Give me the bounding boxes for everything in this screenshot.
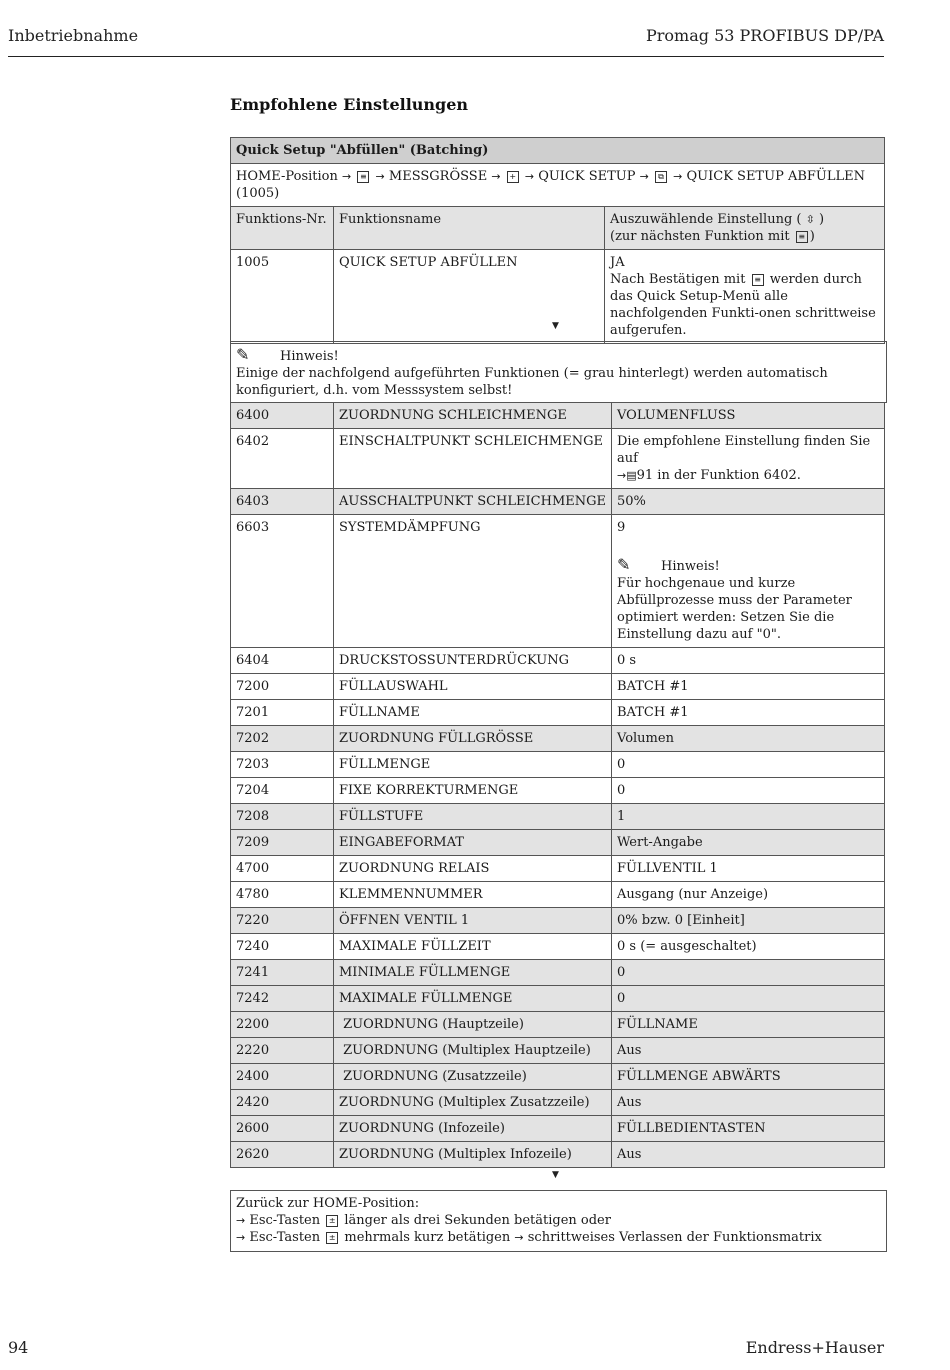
function-name: FÜLLMENGE xyxy=(334,752,612,778)
table-row xyxy=(231,648,885,674)
column-header-nr: Funktions-Nr. xyxy=(231,207,334,250)
table-row xyxy=(231,934,885,960)
function-nr: 2400 xyxy=(231,1064,334,1090)
function-name: SYSTEMDÄMPFUNG xyxy=(334,515,612,648)
function-name: AUSSCHALTPUNKT SCHLEICHMENGE xyxy=(334,489,612,515)
function-nr: 7201 xyxy=(231,700,334,726)
quick-setup-key-icon: ⧉ xyxy=(655,171,667,183)
function-setting: Die empfohlene Einstellung finden Sie auf →▤91 in der Funktion 6402. xyxy=(612,429,885,489)
table-row xyxy=(231,429,885,489)
settings-table xyxy=(230,402,885,1168)
function-setting: Aus xyxy=(612,1038,885,1064)
hint-box xyxy=(230,341,887,403)
table-row xyxy=(231,882,885,908)
function-nr: 7200 xyxy=(231,674,334,700)
function-setting: Ausgang (nur Anzeige) xyxy=(612,882,885,908)
hint-label: Hinweis! xyxy=(661,559,720,574)
header-rule xyxy=(8,56,884,57)
function-setting: Aus xyxy=(612,1142,885,1168)
function-setting: 50% xyxy=(612,489,885,515)
table-row xyxy=(231,726,885,752)
table-row xyxy=(231,489,885,515)
function-nr: 2420 xyxy=(231,1090,334,1116)
arrow-right-icon: → xyxy=(673,170,683,183)
table-row xyxy=(231,778,885,804)
column-header-setting: Auszuwählende Einstellung ( ⇳ ) (zur nächsten Funktion mit ≡ ) xyxy=(605,207,885,250)
function-nr: 6402 xyxy=(231,429,334,489)
table-row xyxy=(231,700,885,726)
function-setting: VOLUMENFLUSS xyxy=(612,403,885,429)
function-setting: 1 xyxy=(612,804,885,830)
function-setting: FÜLLVENTIL 1 xyxy=(612,856,885,882)
function-name: FÜLLNAME xyxy=(334,700,612,726)
table-row xyxy=(231,1142,885,1168)
table-row xyxy=(231,960,885,986)
function-nr: 7242 xyxy=(231,986,334,1012)
function-nr: 2620 xyxy=(231,1142,334,1168)
function-name: FÜLLSTUFE xyxy=(334,804,612,830)
arrow-right-icon: → xyxy=(375,170,385,183)
quick-setup-table xyxy=(230,137,885,344)
function-nr: 6400 xyxy=(231,403,334,429)
hint-text: Für hochgenaue und kurze Abfüllprozesse muss der Parameter optimiert werden: Setzen Sie die Einstellung dazu auf "0". xyxy=(617,576,852,642)
function-setting: Wert-Angabe xyxy=(612,830,885,856)
function-setting: BATCH #1 xyxy=(612,674,885,700)
function-nr: 7240 xyxy=(231,934,334,960)
arrow-right-icon: → xyxy=(236,1231,246,1244)
function-name: MINIMALE FÜLLMENGE xyxy=(334,960,612,986)
function-nr: 7209 xyxy=(231,830,334,856)
function-name: ZUORDNUNG (Hauptzeile) xyxy=(334,1012,612,1038)
enter-key-icon: ≡ xyxy=(796,231,808,243)
brand-name: Endress+Hauser xyxy=(745,1338,884,1357)
function-name: ZUORDNUNG FÜLLGRÖSSE xyxy=(334,726,612,752)
function-setting: JA Nach Bestätigen mit ≡ werden durch das Quick Setup-Menü alle nachfolgenden Funkti-onen schrittweise aufgerufen. xyxy=(605,250,885,344)
table-row xyxy=(231,986,885,1012)
function-nr: 4780 xyxy=(231,882,334,908)
function-setting: FÜLLMENGE ABWÄRTS xyxy=(612,1064,885,1090)
function-setting: Volumen xyxy=(612,726,885,752)
arrow-right-icon: → xyxy=(491,170,501,183)
arrow-right-icon: → xyxy=(524,170,535,183)
arrow-right-icon: → xyxy=(342,170,352,183)
table-row xyxy=(231,804,885,830)
section-title: Empfohlene Einstellungen xyxy=(230,95,469,114)
function-name: ZUORDNUNG (Zusatzzeile) xyxy=(334,1064,612,1090)
function-setting: 0 s xyxy=(612,648,885,674)
plus-minus-key-icon: ⇳ xyxy=(805,213,815,226)
hint-label: Hinweis! xyxy=(280,349,339,364)
function-setting: 0 s (= ausgeschaltet) xyxy=(612,934,885,960)
function-nr: 6404 xyxy=(231,648,334,674)
arrow-right-icon: → xyxy=(514,1231,524,1244)
table-row xyxy=(231,1064,885,1090)
function-name: KLEMMENNUMMER xyxy=(334,882,612,908)
table-title: Quick Setup "Abfüllen" (Batching) xyxy=(231,138,885,164)
function-name: FÜLLAUSWAHL xyxy=(334,674,612,700)
running-header-left: Inbetriebnahme xyxy=(8,26,139,45)
function-setting: BATCH #1 xyxy=(612,700,885,726)
function-name: ZUORDNUNG (Multiplex Zusatzzeile) xyxy=(334,1090,612,1116)
function-nr: 7208 xyxy=(231,804,334,830)
function-nr: 1005 xyxy=(231,250,334,344)
function-setting: 9 ✎ Hinweis! Für hochgenaue und kurze Abfüllprozesse muss der Parameter optimiert werden: Setzen Sie die Einstellung dazu auf "0". xyxy=(612,515,885,648)
table-row xyxy=(231,1012,885,1038)
table-row xyxy=(231,1038,885,1064)
function-nr: 7220 xyxy=(231,908,334,934)
table-row xyxy=(231,674,885,700)
down-arrow-icon: ▼ xyxy=(552,1170,559,1180)
function-name: EINGABEFORMAT xyxy=(334,830,612,856)
hint-text: Einige der nachfolgend aufgeführten Funktionen (= grau hinterlegt) werden automatisch konfiguriert, d.h. vom Messsystem selbst! xyxy=(236,366,828,398)
page-number: 94 xyxy=(8,1338,29,1357)
navigation-path: HOME-Position → ≡ → MESSGRÖSSE → + → QUICK SETUP → ⧉ → QUICK SETUP ABFÜLLEN (1005) xyxy=(231,164,885,207)
function-name: MAXIMALE FÜLLZEIT xyxy=(334,934,612,960)
function-name: DRUCKSTOSSUNTERDRÜCKUNG xyxy=(334,648,612,674)
function-setting: 0 xyxy=(612,752,885,778)
function-nr: 7202 xyxy=(231,726,334,752)
return-home-box: Zurück zur HOME-Position: → Esc-Tasten ± länger als drei Sekunden betätigen oder → Esc-Tasten ± mehrmals kurz betätigen → schrittweises Verlassen der Funktionsmatrix xyxy=(230,1190,887,1252)
function-setting: 0 xyxy=(612,778,885,804)
function-nr: 4700 xyxy=(231,856,334,882)
function-name: EINSCHALTPUNKT SCHLEICHMENGE xyxy=(334,429,612,489)
pencil-note-icon: ✎ xyxy=(236,345,250,364)
function-name: ZUORDNUNG (Infozeile) xyxy=(334,1116,612,1142)
table-row xyxy=(231,1090,885,1116)
pencil-note-icon: ✎ xyxy=(617,555,631,574)
arrow-right-icon: → xyxy=(236,1214,246,1227)
running-header-right: Promag 53 PROFIBUS DP/PA xyxy=(645,26,884,45)
column-header-name: Funktionsname xyxy=(334,207,605,250)
esc-keys-icon: ± xyxy=(326,1232,338,1244)
table-row xyxy=(231,515,885,648)
plus-key-icon: + xyxy=(507,171,519,183)
function-name: FIXE KORREKTURMENGE xyxy=(334,778,612,804)
function-setting: FÜLLBEDIENTASTEN xyxy=(612,1116,885,1142)
function-name: ZUORDNUNG (Multiplex Infozeile) xyxy=(334,1142,612,1168)
function-setting: 0% bzw. 0 [Einheit] xyxy=(612,908,885,934)
table-row xyxy=(231,752,885,778)
function-nr: 2200 xyxy=(231,1012,334,1038)
function-nr: 7203 xyxy=(231,752,334,778)
arrow-right-icon: → xyxy=(617,469,627,482)
function-nr: 2220 xyxy=(231,1038,334,1064)
arrow-right-icon: → xyxy=(639,170,649,183)
page-reference-icon: ▤ xyxy=(626,469,637,482)
function-name: ZUORDNUNG RELAIS xyxy=(334,856,612,882)
function-nr: 6403 xyxy=(231,489,334,515)
function-setting: Aus xyxy=(612,1090,885,1116)
enter-key-icon: ≡ xyxy=(357,171,369,183)
function-nr: 2600 xyxy=(231,1116,334,1142)
table-row xyxy=(231,830,885,856)
function-nr: 6603 xyxy=(231,515,334,648)
function-name: ZUORDNUNG (Multiplex Hauptzeile) xyxy=(334,1038,612,1064)
function-name: MAXIMALE FÜLLMENGE xyxy=(334,986,612,1012)
table-row xyxy=(231,908,885,934)
function-nr: 7204 xyxy=(231,778,334,804)
down-arrow-icon: ▼ xyxy=(552,321,559,331)
function-nr: 7241 xyxy=(231,960,334,986)
table-row xyxy=(231,1116,885,1142)
function-setting: FÜLLNAME xyxy=(612,1012,885,1038)
esc-keys-icon: ± xyxy=(326,1215,338,1227)
enter-key-icon: ≡ xyxy=(752,274,764,286)
table-row xyxy=(231,403,885,429)
function-setting: 0 xyxy=(612,960,885,986)
function-name: ÖFFNEN VENTIL 1 xyxy=(334,908,612,934)
function-name: QUICK SETUP ABFÜLLEN xyxy=(334,250,605,344)
function-setting: 0 xyxy=(612,986,885,1012)
function-name: ZUORDNUNG SCHLEICHMENGE xyxy=(334,403,612,429)
table-row xyxy=(231,856,885,882)
